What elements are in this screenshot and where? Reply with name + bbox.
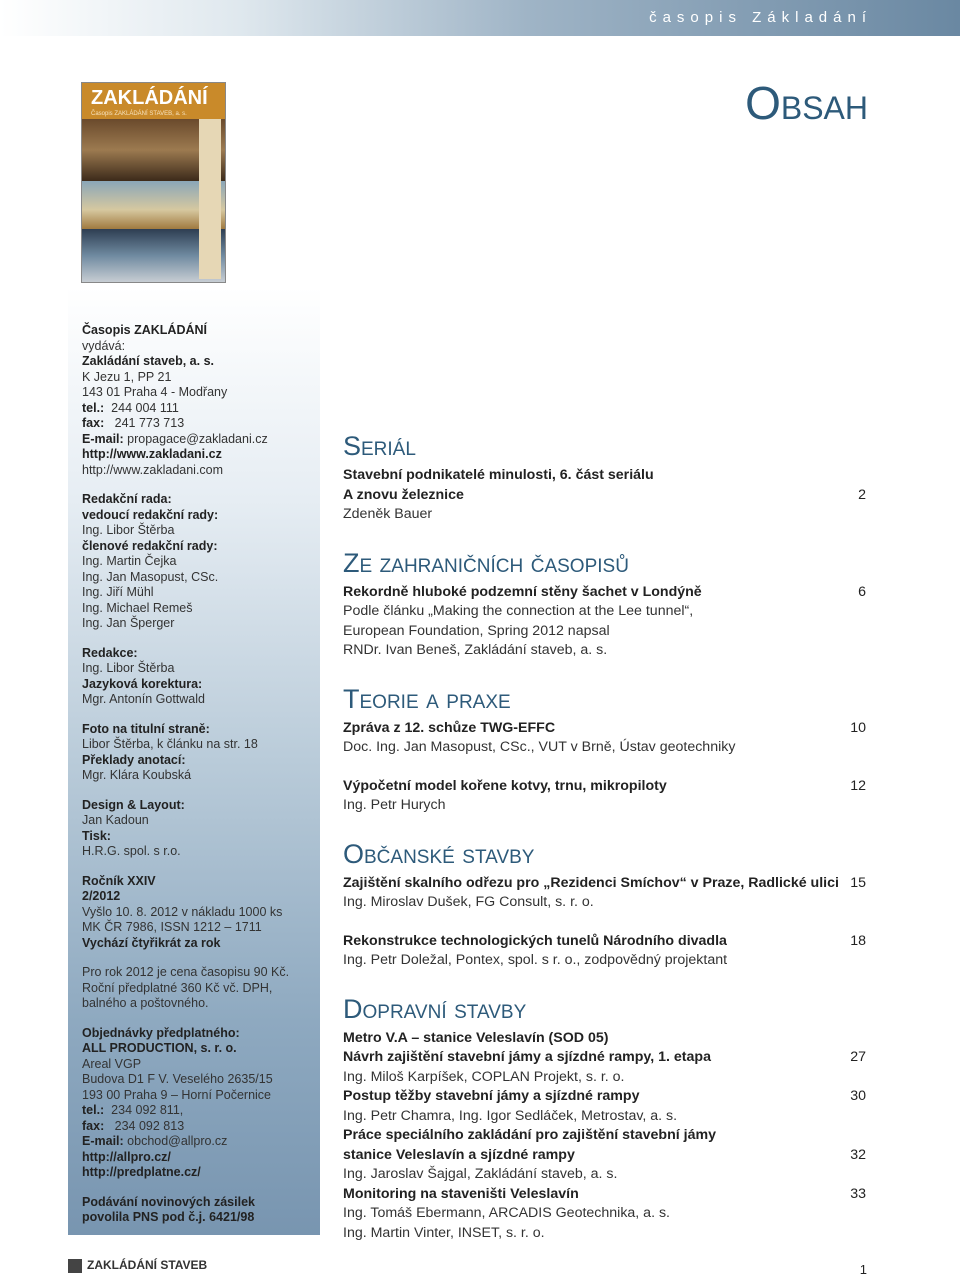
imprint-text: http://www.zakladani.cz	[82, 447, 222, 461]
article-title[interactable]	[343, 932, 867, 952]
imprint-text: Budova D1 F V. Veselého 2635/15	[82, 1072, 273, 1086]
imprint-text: vydává:	[82, 338, 126, 353]
cover-text-strip	[199, 119, 221, 279]
imprint-text: Vyšlo 10. 8. 2012 v nákladu 1000 ks	[82, 904, 283, 919]
imprint-line	[82, 492, 289, 508]
page-title: Obsah	[745, 77, 868, 129]
imprint-line	[82, 1072, 289, 1088]
imprint-text: Ing. Martin Čejka	[82, 554, 177, 568]
article-author	[343, 505, 867, 525]
author-text: Ing. Tomáš Ebermann, ARCADIS Geotechnika, a. s.	[343, 1205, 670, 1221]
section-title: Občanské stavby	[343, 838, 535, 869]
article-title[interactable]	[343, 1029, 867, 1049]
imprint-line	[82, 1041, 289, 1057]
imprint-line	[82, 1057, 289, 1073]
imprint-line	[82, 768, 289, 784]
imprint-line	[82, 889, 289, 905]
table-of-contents	[343, 430, 867, 1265]
imprint-line	[82, 539, 289, 555]
spacer	[82, 632, 289, 646]
page-ref: 12	[850, 777, 866, 794]
page-ref: 10	[850, 719, 866, 736]
imprint-line	[82, 1103, 289, 1119]
imprint-text: Podávání novinových zásilek	[82, 1194, 255, 1209]
imprint-text: Jan Kadoun	[82, 813, 149, 827]
section-title: Dopravní stavby	[343, 993, 527, 1024]
imprint-text: MK ČR 7986, ISSN 1212 – 1711	[82, 920, 262, 934]
article-title[interactable]	[343, 466, 867, 486]
author-text: European Foundation, Spring 2012 napsal	[343, 622, 610, 639]
spacer	[82, 784, 289, 798]
imprint-line	[82, 646, 289, 662]
imprint-line	[82, 1195, 289, 1211]
imprint-line	[82, 661, 289, 677]
article-author	[343, 1068, 867, 1088]
imprint-line	[82, 920, 289, 936]
imprint-line	[82, 523, 289, 539]
imprint-text: Libor Štěrba, k článku na str. 18	[82, 737, 258, 751]
imprint-line	[82, 813, 289, 829]
toc-section	[343, 430, 867, 525]
imprint-line	[82, 874, 289, 890]
page-number: 1	[859, 1262, 867, 1277]
article-title-text: Práce speciálního zakládání pro zajištění stavební jámy	[343, 1127, 716, 1143]
toc-section	[343, 683, 867, 816]
imprint-line	[82, 570, 289, 586]
imprint-line	[82, 447, 289, 463]
article-title-text: A znovu železnice	[343, 486, 464, 503]
article-author	[343, 796, 867, 816]
section-title: Seriál	[343, 431, 416, 461]
article-author	[343, 1204, 867, 1224]
author-text: Ing. Jaroslav Šajgal, Zakládání staveb, a. s.	[343, 1166, 618, 1182]
article-title[interactable]	[343, 1185, 867, 1205]
imprint-text: Pro rok 2012 je cena časopisu 90 Kč.	[82, 965, 290, 979]
imprint-text: Design & Layout:	[82, 797, 185, 812]
imprint-line	[82, 401, 289, 417]
cover-image	[81, 82, 226, 283]
article-title[interactable]	[343, 583, 867, 603]
imprint-line	[82, 339, 289, 355]
section-title: Ze zahraničních časopisů	[343, 547, 629, 578]
article-title[interactable]	[343, 1126, 867, 1146]
header-bar	[0, 0, 960, 36]
imprint-text: Ing. Libor Štěrba	[82, 523, 175, 537]
toc-section	[343, 838, 867, 971]
article-title[interactable]	[343, 1087, 867, 1107]
article-title-text: Zajištění skalního odřezu pro „Rezidenci Smíchov“ v Praze, Radlické ulici	[343, 874, 839, 891]
spacer	[82, 860, 289, 874]
imprint-line	[82, 1026, 289, 1042]
imprint-text: http://www.zakladani.com	[82, 462, 224, 477]
imprint-text: H.R.G. spol. s r.o.	[82, 844, 181, 858]
imprint-line	[82, 677, 289, 693]
article-title-text: Zpráva z 12. schůze TWG-EFFC	[343, 719, 556, 736]
article-title-text: Metro V.A – stanice Veleslavín (SOD 05)	[343, 1029, 609, 1046]
imprint-line	[82, 323, 289, 339]
page-ref: 18	[850, 932, 866, 949]
article-title[interactable]	[343, 719, 867, 739]
imprint-line	[82, 905, 289, 921]
page-ref: 30	[850, 1088, 866, 1104]
author-text: Ing. Petr Doležal, Pontex, spol. s r. o., zodpovědný projektant	[343, 952, 728, 968]
imprint	[82, 323, 289, 1226]
spacer	[82, 1012, 289, 1026]
page-ref: 33	[850, 1185, 866, 1202]
imprint-text: členové redakční rady:	[82, 538, 218, 553]
imprint-text: Zakládání staveb, a. s.	[82, 354, 215, 368]
imprint-line	[82, 936, 289, 952]
magazine-name: časopis Základání	[649, 9, 872, 26]
article-title-text: Stavební podnikatelé minulosti, 6. část seriálu	[343, 467, 654, 483]
imprint-text: E-mail:	[82, 431, 124, 446]
imprint-text: Ing. Libor Štěrba	[82, 661, 175, 675]
imprint-text: http://predplatne.cz/	[82, 1165, 201, 1179]
imprint-text: ALL PRODUCTION, s. r. o.	[82, 1041, 237, 1055]
author-text: Ing. Miroslav Dušek, FG Consult, s. r. o.	[343, 894, 594, 910]
imprint-text: 234 092 813	[104, 1118, 185, 1133]
imprint-text: 241 773 713	[104, 416, 185, 430]
imprint-line	[82, 1210, 289, 1226]
imprint-text: Ing. Michael Remeš	[82, 600, 193, 615]
article-title-text: Výpočetní model kořene kotvy, trnu, mikropiloty	[343, 777, 667, 794]
imprint-text: 143 01 Praha 4 - Modřany	[82, 385, 228, 399]
imprint-text: Překlady anotací:	[82, 752, 186, 767]
imprint-line	[82, 585, 289, 601]
imprint-line	[82, 1150, 289, 1166]
imprint-text: Ing. Jan Masopust, CSc.	[82, 569, 219, 584]
imprint-text: Redakční rada:	[82, 492, 172, 506]
imprint-text: Ročník XXIV	[82, 873, 156, 888]
article-author	[343, 738, 867, 758]
article-title-text: Monitoring na staveništi Veleslavín	[343, 1185, 579, 1202]
author-text: Ing. Martin Vinter, INSET, s. r. o.	[343, 1224, 545, 1241]
imprint-text: 2/2012	[82, 889, 121, 903]
imprint-line	[82, 1119, 289, 1135]
article-author	[343, 893, 867, 913]
imprint-line	[82, 965, 289, 981]
toc-entry	[343, 932, 867, 971]
imprint-text: Ing. Jiří Mühl	[82, 585, 154, 599]
article-title[interactable]	[343, 777, 867, 797]
article-author	[343, 951, 867, 971]
imprint-text: Mgr. Klára Koubská	[82, 768, 192, 782]
imprint-line	[82, 844, 289, 860]
toc-entry	[343, 777, 867, 816]
imprint-line	[82, 601, 289, 617]
imprint-text: http://allpro.cz/	[82, 1149, 171, 1164]
imprint-text: Ing. Jan Šperger	[82, 616, 175, 630]
page-ref: 15	[850, 874, 866, 891]
author-text: Doc. Ing. Jan Masopust, CSc., VUT v Brně, Ústav geotechniky	[343, 739, 736, 755]
imprint-text: Vychází čtyřikrát za rok	[82, 935, 221, 950]
article-author	[343, 602, 867, 622]
imprint-line	[82, 737, 289, 753]
imprint-line	[82, 829, 289, 845]
imprint-line	[82, 463, 289, 479]
article-author	[343, 1224, 867, 1244]
article-title[interactable]	[343, 486, 867, 506]
imprint-text: Roční předplatné 360 Kč vč. DPH,	[82, 980, 273, 995]
imprint-line	[82, 354, 289, 370]
toc-section	[343, 993, 867, 1244]
logo-icon	[68, 1259, 82, 1273]
article-author	[343, 622, 867, 642]
article-author	[343, 1107, 867, 1127]
cover-title: ZAKLÁDÁNÍ	[91, 87, 208, 109]
publisher-logo	[68, 1258, 207, 1273]
imprint-text: fax:	[82, 416, 105, 430]
imprint-line	[82, 385, 289, 401]
imprint-line	[82, 996, 289, 1012]
imprint-line	[82, 798, 289, 814]
article-title-text: Návrh zajištění stavební jámy a sjízdné rampy, 1. etapa	[343, 1049, 711, 1065]
imprint-text: 244 004 111	[104, 400, 179, 415]
imprint-text: Jazyková korektura:	[82, 676, 203, 691]
imprint-text: 234 092 811,	[104, 1103, 184, 1117]
article-author	[343, 1165, 867, 1185]
author-text: Ing. Miloš Karpíšek, COPLAN Projekt, s. r. o.	[343, 1068, 625, 1085]
imprint-text: povolila PNS pod č.j. 6421/98	[82, 1210, 255, 1224]
toc-entry	[343, 874, 867, 913]
imprint-text: Tisk:	[82, 828, 111, 843]
imprint-line	[82, 616, 289, 632]
cover-subtitle: Časopis ZAKLÁDÁNÍ STAVEB, a. s.	[91, 111, 187, 117]
imprint-line	[82, 370, 289, 386]
spacer	[82, 708, 289, 722]
imprint-line	[82, 981, 289, 997]
imprint-text: propagace@zakladani.cz	[123, 431, 268, 446]
imprint-line	[82, 1088, 289, 1104]
page-ref: 32	[850, 1146, 866, 1163]
page-ref: 6	[858, 583, 866, 600]
imprint-line	[82, 1134, 289, 1150]
imprint-text: Redakce:	[82, 645, 138, 660]
spacer	[82, 1181, 289, 1195]
article-title-text: stanice Veleslavín a sjízdné rampy	[343, 1146, 575, 1163]
imprint-text: K Jezu 1, PP 21	[82, 369, 172, 384]
imprint-line	[82, 1165, 289, 1181]
page-ref: 2	[858, 486, 866, 503]
spacer	[82, 951, 289, 965]
imprint-text: obchod@allpro.cz	[123, 1134, 228, 1148]
imprint-text: E-mail:	[82, 1134, 124, 1148]
page-ref: 27	[850, 1049, 866, 1065]
logo-text: ZAKLÁDÁNÍ STAVEB	[87, 1258, 208, 1272]
author-text: RNDr. Ivan Beneš, Zakládání staveb, a. s.	[343, 642, 608, 658]
spacer	[82, 478, 289, 492]
toc-entry	[343, 583, 867, 661]
imprint-line	[82, 508, 289, 524]
article-title[interactable]	[343, 874, 867, 894]
author-text: Ing. Petr Hurych	[343, 797, 446, 813]
article-author	[343, 641, 867, 661]
imprint-text: balného a poštovného.	[82, 996, 209, 1010]
imprint-text: fax:	[82, 1118, 105, 1133]
article-title-text: Rekordně hluboké podzemní stěny šachet v Londýně	[343, 583, 702, 600]
imprint-text: Areal VGP	[82, 1056, 142, 1071]
imprint-line	[82, 554, 289, 570]
author-text: Ing. Petr Chamra, Ing. Igor Sedláček, Metrostav, a. s.	[343, 1107, 678, 1124]
imprint-text: 193 00 Praha 9 – Horní Počernice	[82, 1087, 272, 1102]
imprint-line	[82, 432, 289, 448]
section-title: Teorie a praxe	[343, 683, 511, 714]
imprint-text: Objednávky předplatného:	[82, 1025, 240, 1040]
imprint-text: vedoucí redakční rady:	[82, 507, 219, 522]
imprint-line	[82, 753, 289, 769]
article-title[interactable]	[343, 1146, 867, 1166]
author-text: Zdeněk Bauer	[343, 506, 433, 522]
article-title-text: Postup těžby stavební jámy a sjízdné rampy	[343, 1088, 640, 1104]
toc-entry	[343, 1029, 867, 1244]
imprint-line	[82, 722, 289, 738]
imprint-line	[82, 692, 289, 708]
imprint-text: Mgr. Antonín Gottwald	[82, 692, 205, 706]
author-text: Podle článku „Making the connection at the Lee tunnel“,	[343, 603, 694, 619]
imprint-text: Časopis ZAKLÁDÁNÍ	[82, 323, 208, 337]
toc-entry	[343, 719, 867, 758]
article-title-text: Rekonstrukce technologických tunelů Národního divadla	[343, 932, 727, 949]
toc-section	[343, 547, 867, 661]
imprint-text: tel.:	[82, 400, 105, 415]
imprint-text: Foto na titulní straně:	[82, 721, 210, 736]
imprint-line	[82, 416, 289, 432]
toc-entry	[343, 466, 867, 525]
article-title[interactable]	[343, 1048, 867, 1068]
imprint-text: tel.:	[82, 1103, 105, 1117]
